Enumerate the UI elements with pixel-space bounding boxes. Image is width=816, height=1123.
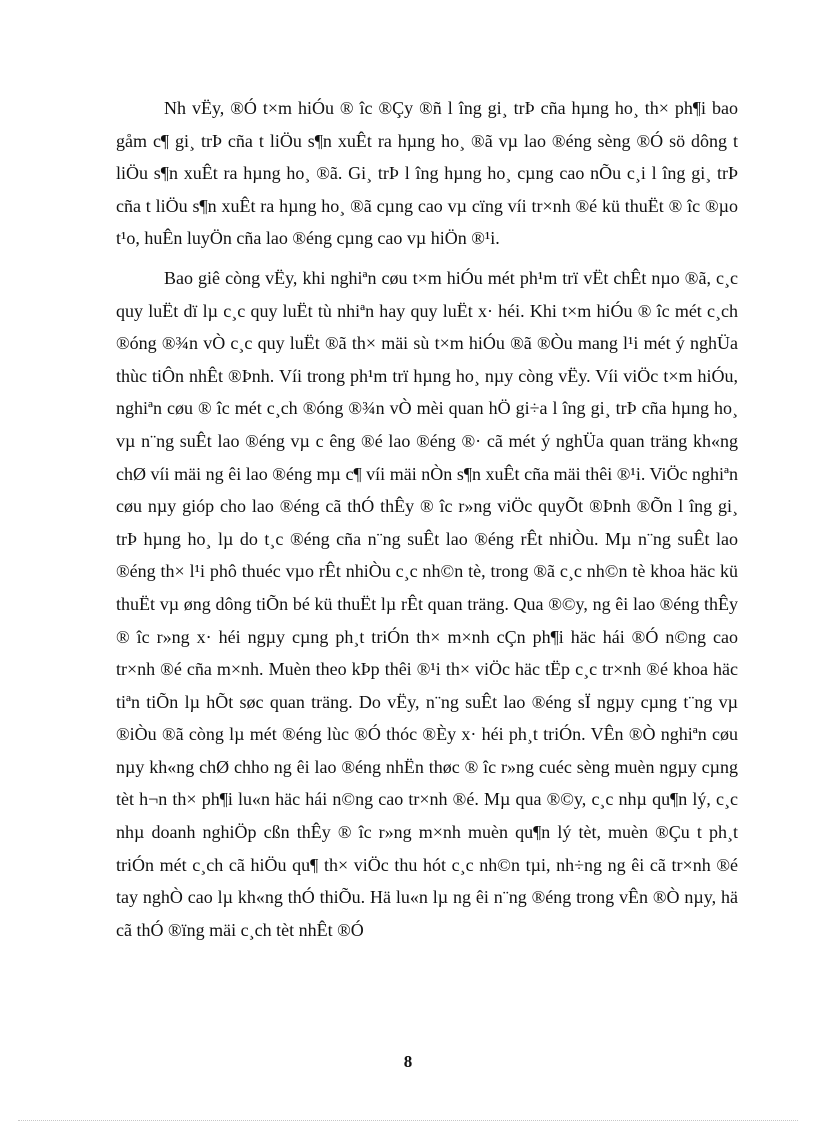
paragraph-1: Nh vËy, ®Ó t×m hiÓu ® îc ®Çy ®ñ l îng gi¸ trÞ cña hµng ho¸ th× ph¶i bao gåm c¶ gi¸ trÞ cña t liÖu s¶n xuÊt ra hµng ho¸ ®ã vµ lao ®éng sèng ®Ó sö dông t liÖu s¶n xuÊt ra hµng ho¸ ®ã. Gi¸ trÞ l îng hµng ho¸ cµng cao nÕu c¸i l îng gi¸ trÞ cña t liÖu s¶n xuÊt ra hµng ho¸ ®ã cµng cao vµ cïng víi tr×nh ®é kü thuËt ® îc ®µo t¹o, huÊn luyÖn cña lao ®éng cµng cao vµ hiÖn ®¹i. [116,98,738,249]
bottom-divider [18,1120,798,1121]
paragraph-2: Bao giê còng vËy, khi nghiªn cøu t×m hiÓu mét ph¹m trï vËt chÊt nµo ®ã, c¸c quy luËt dï lµ c¸c quy luËt tù nhiªn hay quy luËt x· héi. Khi t×m hiÓu ® îc mét c¸ch ®óng ®¾n vÒ c¸c quy luËt ®ã th× mäi sù t×m hiÓu ®ã ®Òu mang l¹i mét ý nghÜa thùc tiÔn nhÊt ®Þnh. Víi trong ph¹m trï hµng ho¸ nµy còng vËy. Víi viÖc t×m hiÓu, nghiªn cøu ® îc mét c¸ch ®óng ®¾n vÒ mèi quan hÖ gi÷a l îng gi¸ trÞ cña hµng ho¸ vµ n¨ng suÊt lao ®éng vµ c êng ®é lao ®éng ®· cã mét ý nghÜa quan träng kh«ng chØ víi mäi ng êi lao ®éng mµ c¶ víi mäi nÒn s¶n xuÊt cña mäi thêi ®¹i. ViÖc nghiªn cøu nµy gióp cho lao ®éng cã thÓ thÊy ® îc r»ng viÖc quyÕt ®Þnh ®Õn l îng gi¸ trÞ hµng ho¸ lµ do t¸c ®éng cña n¨ng suÊt lao ®éng rÊt nhiÒu. Mµ n¨ng suÊt lao ®éng th× l¹i phô thuéc vµo rÊt nhiÒu c¸c nh©n tè, trong ®ã c¸c nh©n tè khoa häc kü thuËt vµ øng dông tiÕn bé kü thuËt lµ rÊt quan träng. Qua ®©y, ng êi lao ®éng thÊy ® îc r»ng x· héi ngµy cµng ph¸t triÓn th× m×nh cÇn ph¶i häc hái ®Ó n©ng cao tr×nh ®é cña m×nh. Muèn theo kÞp thêi ®¹i th× viÖc häc tËp c¸c tr×nh ®é khoa häc tiªn tiÕn lµ hÕt søc quan träng. Do vËy, n¨ng suÊt lao ®éng sÏ ngµy cµng t¨ng vµ ®iÒu ®ã còng lµ mét ®éng lùc ®Ó thóc ®Èy x· héi ph¸t triÓn. VÊn ®Ò nghiªn cøu nµy kh«ng chØ chho ng êi lao ®éng nhËn thøc ® îc r»ng cuéc sèng muèn ngµy cµng tèt h¬n th× ph¶i lu«n häc hái n©ng cao tr×nh ®é. Mµ qua ®©y, c¸c nhµ qu¶n lý, c¸c nhµ doanh nghiÖp cßn thÊy ® îc r»ng m×nh muèn qu¶n lý tèt, muèn ®Çu t ph¸t triÓn mét c¸ch cã hiÖu qu¶ th× viÖc thu hót c¸c nh©n tµi, nh÷ng ng êi cã tr×nh ®é tay nghÒ cao lµ kh«ng thÓ thiÕu. Hä lu«n lµ ng êi n¨ng ®éng trong vÊn ®Ò nµy, hä cã thÓ ®ïng mäi c¸ch tèt nhÊt ®Ó [116,267,738,940]
body-text [116,92,738,953]
page-number: 8 [403,1052,413,1071]
